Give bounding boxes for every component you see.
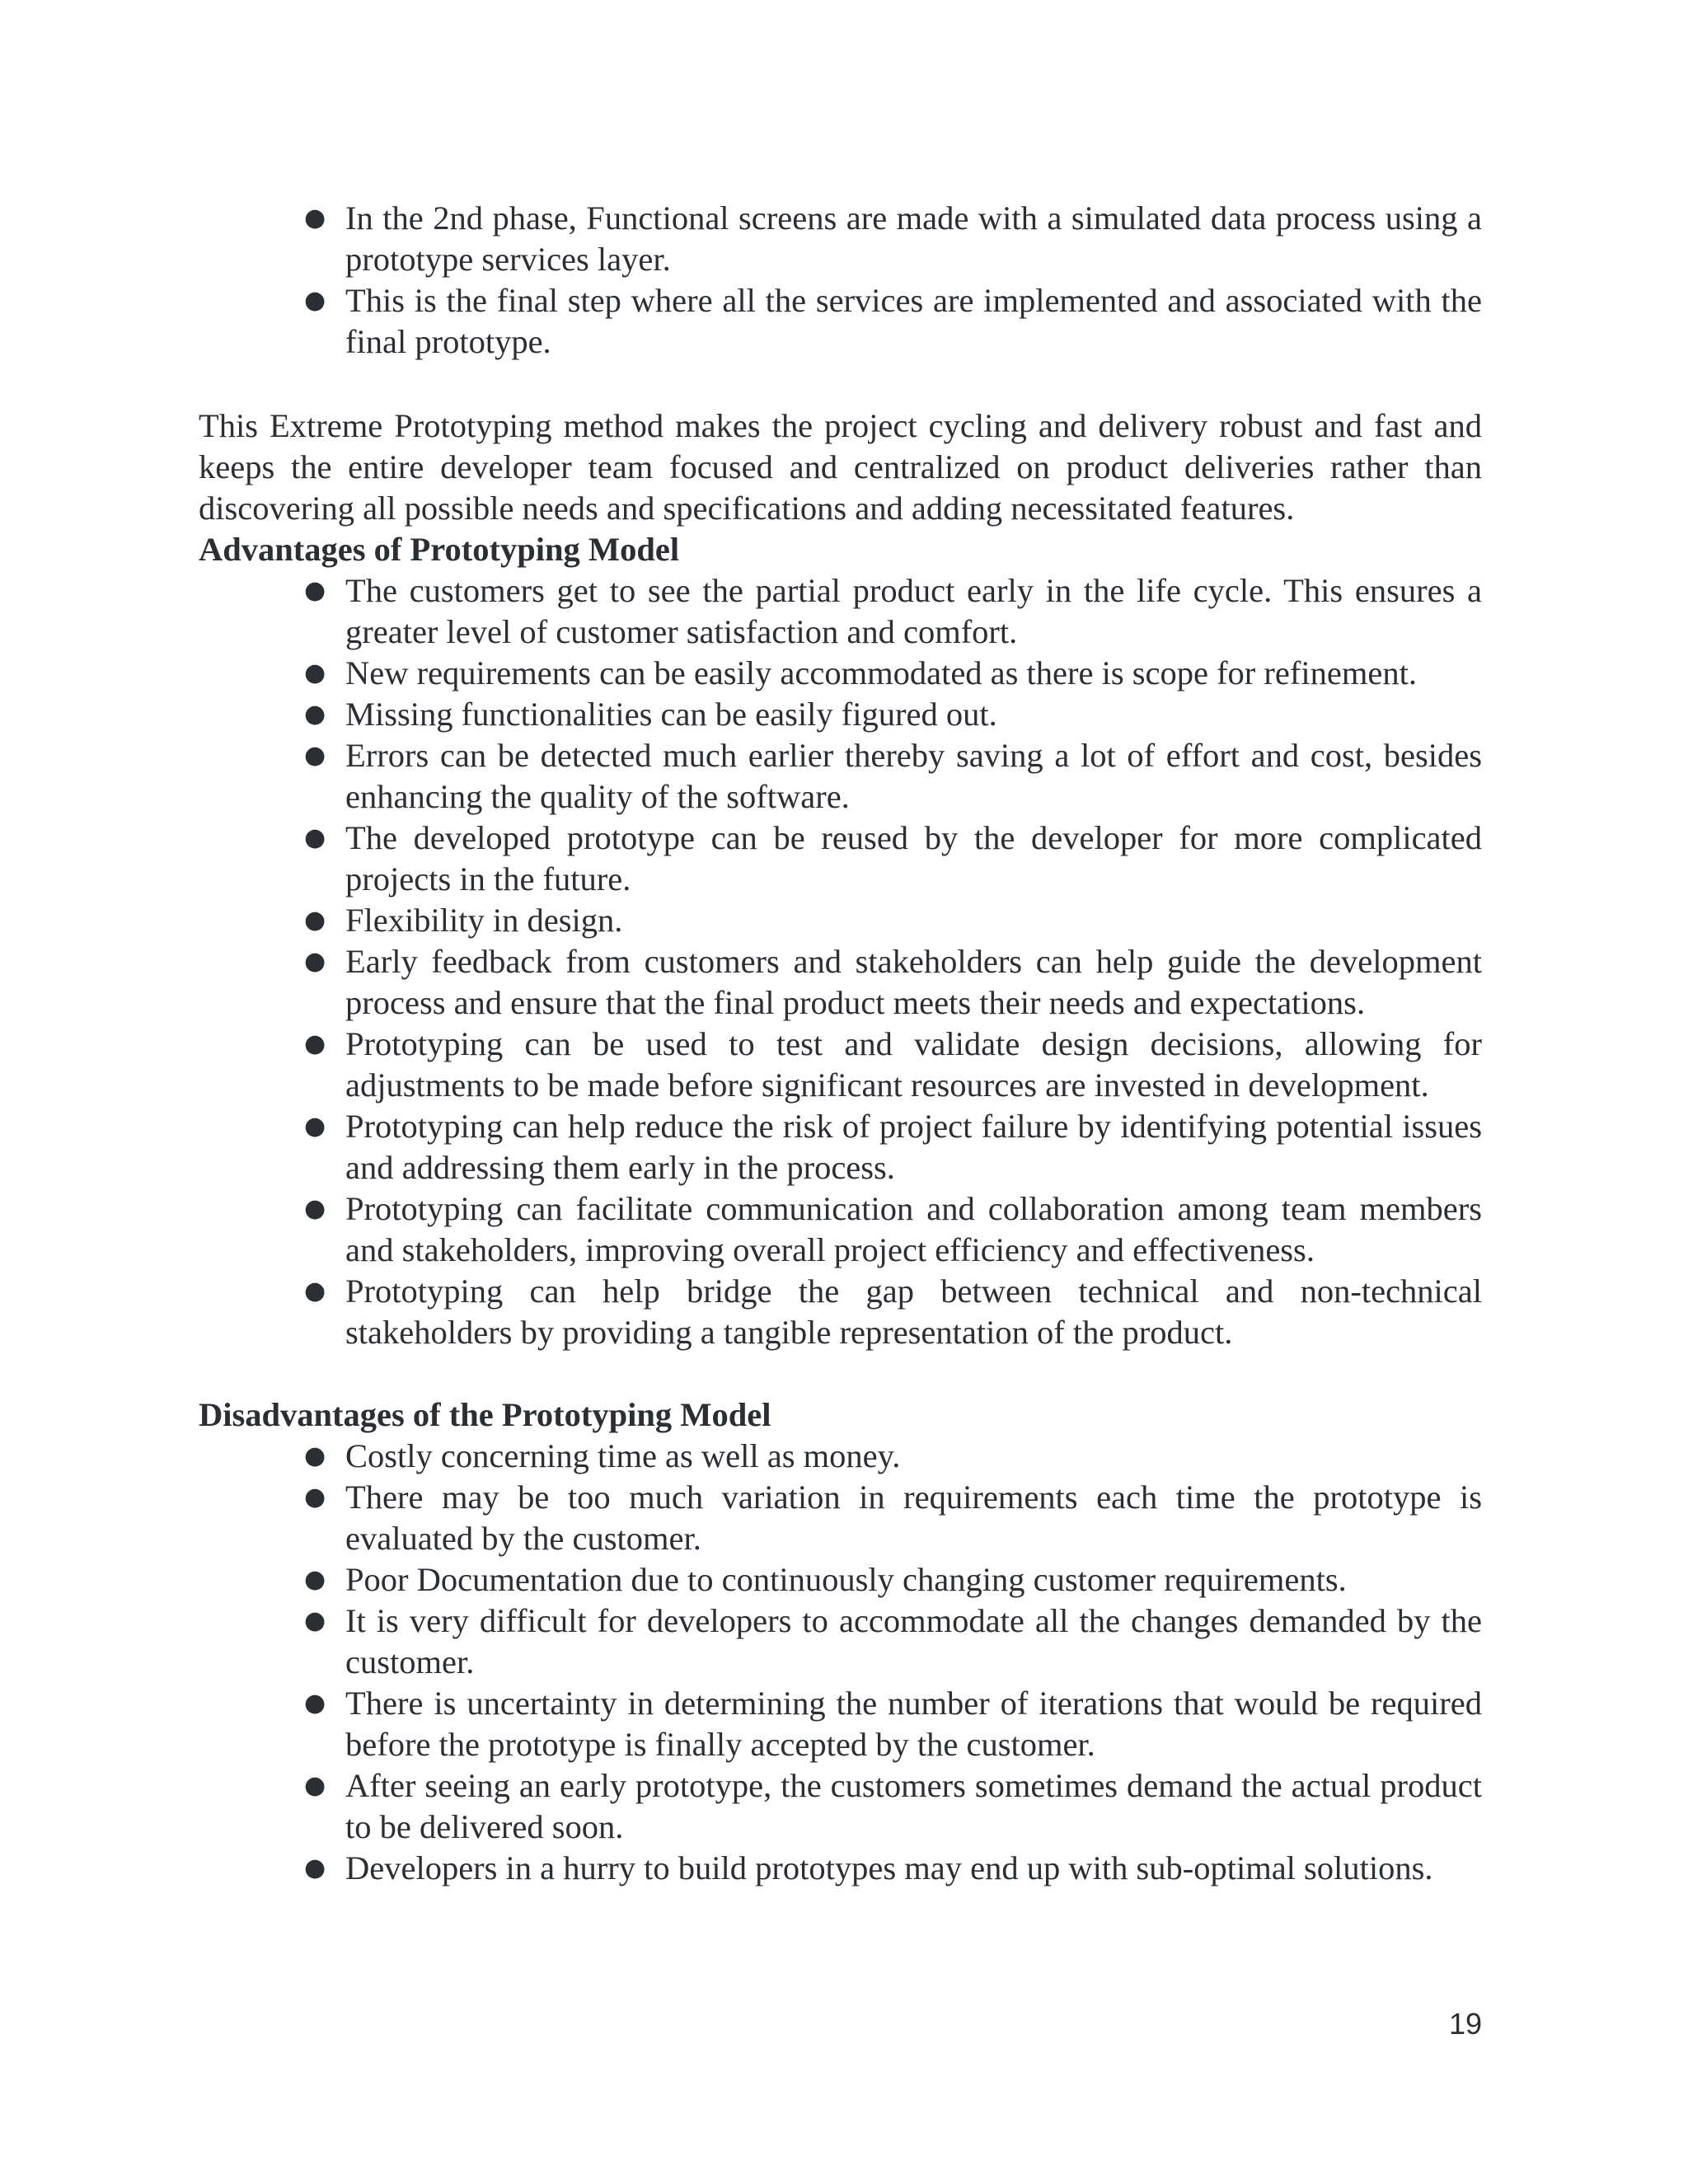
disadvantages-heading: Disadvantages of the Prototyping Model: [199, 1396, 771, 1433]
bullet-icon: ●: [304, 286, 326, 315]
bullet-icon: ●: [304, 1854, 326, 1882]
list-item-text: This is the final step where all the services are implemented and associated with the final prototype.: [345, 282, 1482, 360]
list-item-text: Missing functionalities can be easily figured out.: [345, 696, 997, 733]
list-item-text: Prototyping can help bridge the gap between technical and non-technical stakeholders by providing a tangible representation of the product.: [345, 1272, 1482, 1351]
list-item-text: Early feedback from customers and stakeholders can help guide the development process and ensure that the final product meets their needs and expectations.: [345, 943, 1482, 1021]
bullet-icon: ●: [304, 204, 326, 232]
list-item: [304, 1559, 1482, 1601]
list-item-text: Errors can be detected much earlier thereby saving a lot of effort and cost, besides enhancing the quality of the software.: [345, 737, 1482, 815]
page-content: [199, 198, 1482, 1889]
list-item: [304, 1024, 1482, 1106]
list-item-text: Flexibility in design.: [345, 902, 623, 939]
list-item: [304, 1601, 1482, 1683]
bullet-icon: ●: [304, 947, 326, 976]
list-item: [304, 735, 1482, 818]
list-item: [304, 1188, 1482, 1271]
bullet-icon: ●: [304, 1112, 326, 1141]
spacer: [199, 363, 1482, 405]
list-item-text: Costly concerning time as well as money.: [345, 1437, 901, 1474]
list-item-text: There is uncertainty in determining the number of iterations that would be required before the prototype is finally accepted by the customer.: [345, 1685, 1482, 1763]
list-item: [304, 280, 1482, 363]
list-item: [304, 1477, 1482, 1559]
bullet-icon: ●: [304, 658, 326, 687]
bullet-icon: ●: [304, 741, 326, 770]
list-item: [304, 570, 1482, 653]
advantages-list: [199, 570, 1482, 1353]
intro-bullet-list: [199, 198, 1482, 363]
bullet-icon: ●: [304, 1029, 326, 1058]
list-item-text: After seeing an early prototype, the customers sometimes demand the actual product to be delivered soon.: [345, 1767, 1482, 1845]
bullet-icon: ●: [304, 1771, 326, 1800]
list-item: [304, 941, 1482, 1024]
list-item: [304, 1683, 1482, 1765]
list-item: [304, 1765, 1482, 1848]
extreme-prototyping-paragraph: This Extreme Prototyping method makes the project cycling and delivery robust and fast and keeps the entire developer team focused and centralized on product deliveries rather than discovering all possible needs and specifications and adding necessitated features.: [199, 407, 1482, 527]
list-item-text: Developers in a hurry to build prototypes may end up with sub-optimal solutions.: [345, 1849, 1433, 1886]
list-item: [304, 818, 1482, 900]
list-item: [304, 1436, 1482, 1477]
list-item-text: In the 2nd phase, Functional screens are made with a simulated data process using a prototype services layer.: [345, 199, 1482, 278]
bullet-icon: ●: [304, 1689, 326, 1718]
list-item: [304, 900, 1482, 941]
list-item: [304, 1271, 1482, 1353]
list-item: [304, 653, 1482, 694]
list-item-text: It is very difficult for developers to accommodate all the changes demanded by the customer.: [345, 1602, 1482, 1680]
list-item: [304, 1106, 1482, 1188]
list-item-text: Prototyping can help reduce the risk of project failure by identifying potential issues and addressing them early in the process.: [345, 1108, 1482, 1186]
bullet-icon: ●: [304, 823, 326, 852]
spacer: [199, 1353, 1482, 1394]
bullet-icon: ●: [304, 1277, 326, 1305]
bullet-icon: ●: [304, 906, 326, 935]
list-item-text: Prototyping can be used to test and validate design decisions, allowing for adjustments to be made before significant resources are invested in development.: [345, 1025, 1482, 1104]
list-item-text: Poor Documentation due to continuously changing customer requirements.: [345, 1561, 1347, 1598]
list-item-text: The developed prototype can be reused by the developer for more complicated projects in the future.: [345, 819, 1482, 898]
list-item-text: Prototyping can facilitate communication and collaboration among team members and stakeholders, improving overall project efficiency and effectiveness.: [345, 1190, 1482, 1268]
bullet-icon: ●: [304, 700, 326, 729]
list-item: [304, 694, 1482, 735]
list-item: [304, 198, 1482, 280]
list-item-text: New requirements can be easily accommodated as there is scope for refinement.: [345, 654, 1417, 691]
list-item-text: The customers get to see the partial product early in the life cycle. This ensures a greater level of customer satisfaction and comfort.: [345, 572, 1482, 650]
bullet-icon: ●: [304, 1441, 326, 1470]
bullet-icon: ●: [304, 576, 326, 605]
bullet-icon: ●: [304, 1565, 326, 1594]
page-number: 19: [1448, 2007, 1482, 2041]
bullet-icon: ●: [304, 1483, 326, 1511]
bullet-icon: ●: [304, 1606, 326, 1635]
advantages-heading: Advantages of Prototyping Model: [199, 531, 680, 568]
disadvantages-list: [199, 1436, 1482, 1889]
list-item-text: There may be too much variation in requirements each time the prototype is evaluated by the customer.: [345, 1479, 1482, 1557]
bullet-icon: ●: [304, 1194, 326, 1223]
list-item: [304, 1848, 1482, 1889]
